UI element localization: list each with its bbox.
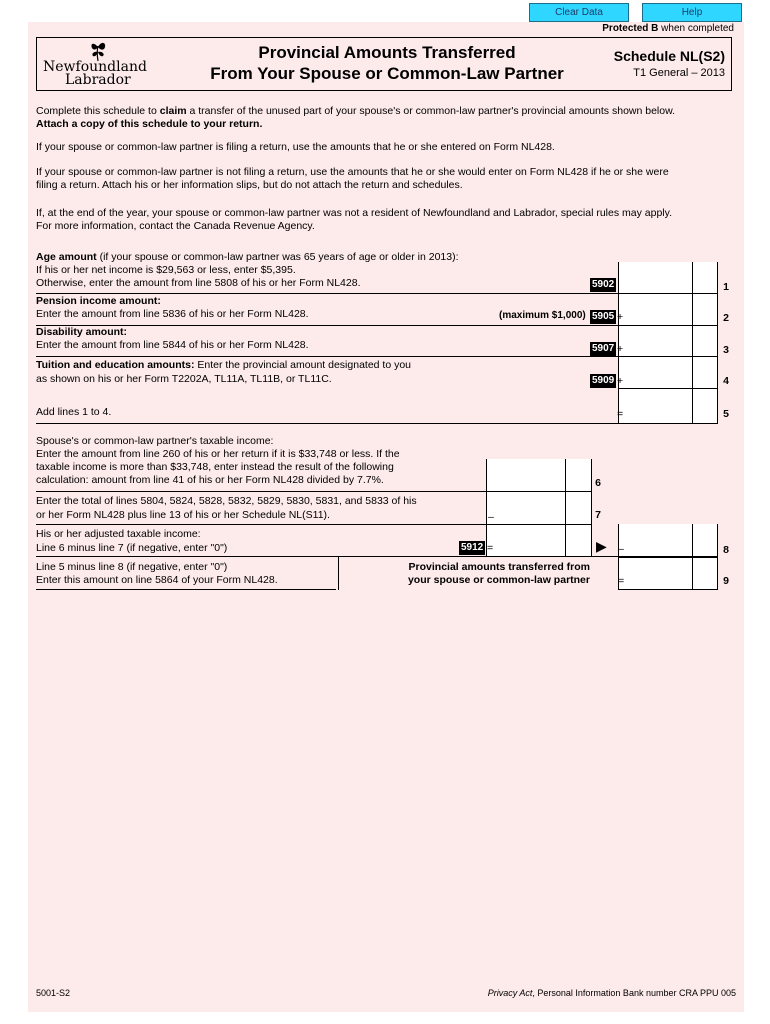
equals-sign: = bbox=[618, 575, 625, 587]
privacy-rest: , Personal Information Bank number CRA PPU 005 bbox=[532, 988, 736, 998]
line-9-text-a: Line 5 minus line 8 (if negative, enter "0") bbox=[36, 561, 228, 573]
line-3-heading bbox=[36, 326, 127, 339]
plus-sign: + bbox=[617, 375, 624, 387]
logo-line-1: Newfoundland bbox=[43, 59, 147, 75]
line-number-2: 2 bbox=[723, 312, 729, 324]
line-6-text-a: Spouse's or common-law partner's taxable income: bbox=[36, 435, 274, 447]
minus-sign: – bbox=[618, 543, 624, 555]
line-7-text-b: or her Form NL428 plus line 13 of his or her Schedule NL(S11). bbox=[36, 509, 330, 521]
line-8-amount-field[interactable] bbox=[497, 525, 591, 556]
line-code-5907: 5907 bbox=[592, 343, 615, 354]
intro-paragraph-4 bbox=[36, 207, 730, 232]
line-3-amount-field[interactable] bbox=[621, 326, 717, 356]
intro-paragraph-2: If your spouse or common-law partner is filing a return, use the amounts that he or she entered on Form NL428. bbox=[36, 141, 555, 153]
intro-p3-line-2: filing a return. Attach his or her information slips, but do not attach the return and schedules. bbox=[36, 178, 463, 191]
equals-sign: = bbox=[617, 408, 624, 420]
schedule-id-block bbox=[614, 48, 725, 79]
line-9-amount-field[interactable] bbox=[626, 558, 717, 589]
line-4-heading bbox=[36, 359, 411, 372]
divider bbox=[36, 556, 718, 557]
divider bbox=[36, 293, 618, 294]
clear-data-button[interactable]: Clear Data bbox=[529, 3, 629, 22]
line-9-bold-1: Provincial amounts transferred from bbox=[408, 561, 590, 573]
line-2-bold: Pension income amount: bbox=[36, 295, 161, 307]
form-header bbox=[36, 37, 732, 91]
line-4-text-b: as shown on his or her Form T2202A, TL11A, TL11B, or TL11C. bbox=[36, 373, 332, 385]
privacy-act: Privacy Act bbox=[487, 988, 533, 998]
line-4-rest: Enter the provincial amount designated to you bbox=[194, 359, 412, 371]
intro-text: Complete this schedule to bbox=[36, 105, 160, 117]
intro-paragraph-3 bbox=[36, 166, 730, 191]
line-number-4: 4 bbox=[723, 375, 729, 387]
line-8-transfer-field[interactable] bbox=[626, 524, 717, 556]
line-code-5905: 5905 bbox=[592, 311, 615, 322]
intro-claim-bold: claim bbox=[159, 105, 187, 117]
line-3-text-b: Enter the amount from line 5844 of his or her Form NL428. bbox=[36, 339, 309, 351]
line-code-5909: 5909 bbox=[592, 375, 615, 386]
line-7-amount-field[interactable] bbox=[497, 492, 591, 524]
protected-notice bbox=[602, 23, 734, 34]
line-number-9: 9 bbox=[723, 575, 729, 587]
protected-rest: when completed bbox=[658, 23, 734, 34]
minus-sign: – bbox=[488, 511, 494, 523]
line-8-text-a: His or her adjusted taxable income: bbox=[36, 528, 201, 540]
line-number-3: 3 bbox=[723, 344, 729, 356]
line-number-1: 1 bbox=[723, 281, 729, 293]
line-9-bold-2: your spouse or common-law partner bbox=[407, 574, 590, 586]
line-2-maximum: (maximum $1,000) bbox=[499, 310, 586, 321]
line-5-amount-field[interactable] bbox=[621, 389, 717, 422]
nl-logo bbox=[41, 40, 147, 88]
form-title bbox=[187, 42, 587, 84]
line-code-5902: 5902 bbox=[592, 279, 615, 290]
title-line-2: From Your Spouse or Common-Law Partner bbox=[210, 64, 564, 83]
logo-line-2: Labrador bbox=[65, 72, 131, 88]
form-id: 5001-S2 bbox=[36, 988, 71, 998]
intro-attach-bold: Attach a copy of this schedule to your return. bbox=[36, 117, 263, 130]
schedule-number: Schedule NL(S2) bbox=[613, 48, 725, 64]
line-1-text-b: If his or her net income is $29,563 or less, enter $5,395. bbox=[36, 264, 296, 276]
intro-paragraph-1 bbox=[36, 105, 730, 130]
line-code-5912: 5912 bbox=[461, 542, 484, 553]
amount-column-right-border bbox=[717, 262, 718, 423]
divider bbox=[36, 423, 718, 424]
line-8-text-b: Line 6 minus line 7 (if negative, enter "0") bbox=[36, 542, 228, 554]
plus-sign: + bbox=[617, 343, 624, 355]
intro-text: a transfer of the unused part of your spouse's or common-law partner's provincial amounts shown below. bbox=[186, 105, 676, 117]
line-2-amount-field[interactable] bbox=[621, 294, 717, 324]
intro-p3-line-1: If your spouse or common-law partner is not filing a return, use the amounts that he or she would enter on Form NL428 if he or she were bbox=[36, 166, 669, 178]
line-1-heading bbox=[36, 251, 459, 264]
line-2-text-b: Enter the amount from line 5836 of his or her Form NL428. bbox=[36, 308, 309, 320]
line-9-text-b: Enter this amount on line 5864 of your Form NL428. bbox=[36, 574, 278, 586]
line-1-amount-field[interactable] bbox=[619, 262, 717, 293]
line-6-text-d: calculation: amount from line 41 of his or her Form NL428 divided by 7.7%. bbox=[36, 474, 384, 486]
line-6-text-c: taxable income is more than $33,748, enter instead the result of the following bbox=[36, 461, 394, 473]
line-3-bold: Disability amount: bbox=[36, 326, 128, 338]
line-6-amount-field[interactable] bbox=[487, 459, 591, 491]
line-number-5: 5 bbox=[723, 408, 729, 420]
arrow-right-icon: ▶ bbox=[596, 538, 607, 554]
line-number-7: 7 bbox=[595, 509, 601, 521]
line-6-text-b: Enter the amount from line 260 of his or her return if it is $33,748 or less. If the bbox=[36, 448, 400, 460]
border bbox=[717, 524, 718, 557]
intro-p4-line-2: For more information, contact the Canada Revenue Agency. bbox=[36, 219, 315, 232]
border bbox=[338, 557, 339, 590]
middle-column-right-border bbox=[591, 459, 592, 556]
line-7-text-a: Enter the total of lines 5804, 5824, 5828, 5832, 5829, 5830, 5831, and 5833 of his bbox=[36, 495, 417, 507]
help-button[interactable]: Help bbox=[642, 3, 742, 22]
intro-p4-line-1: If, at the end of the year, your spouse or common-law partner was not a resident of Newfoundland and Labrador, special rules may apply. bbox=[36, 207, 672, 219]
equals-sign: = bbox=[487, 542, 494, 554]
line-4-bold: Tuition and education amounts: bbox=[36, 359, 195, 371]
line-1-bold: Age amount bbox=[36, 251, 97, 263]
protected-label: Protected B bbox=[602, 23, 659, 34]
line-1-rest: (if your spouse or common-law partner was 65 years of age or older in 2013): bbox=[96, 251, 459, 263]
schedule-subtitle: T1 General – 2013 bbox=[633, 67, 725, 79]
line-1-text-c: Otherwise, enter the amount from line 5808 of his or her Form NL428. bbox=[36, 277, 361, 289]
plus-sign: + bbox=[617, 311, 624, 323]
line-number-6: 6 bbox=[595, 477, 601, 489]
line-5-text: Add lines 1 to 4. bbox=[36, 406, 112, 418]
divider bbox=[36, 589, 336, 590]
line-2-heading bbox=[36, 295, 161, 308]
title-line-1: Provincial Amounts Transferred bbox=[258, 43, 516, 62]
privacy-notice bbox=[488, 988, 736, 998]
line-4-amount-field[interactable] bbox=[621, 357, 717, 388]
line-number-8: 8 bbox=[723, 544, 729, 556]
divider bbox=[36, 356, 618, 357]
